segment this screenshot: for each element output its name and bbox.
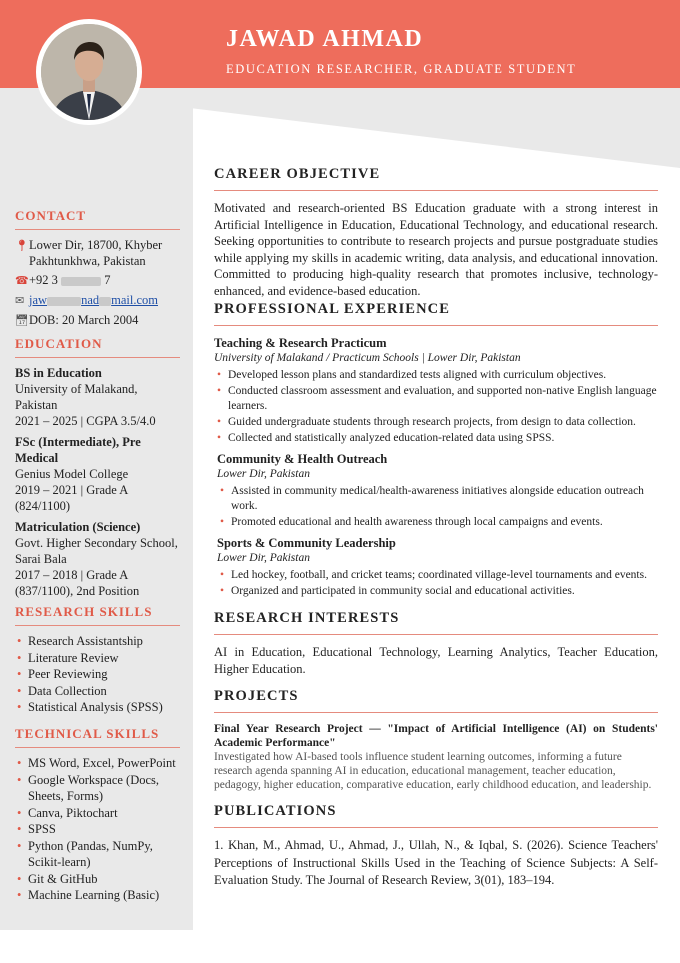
- education-item: [15, 434, 180, 514]
- education-heading: EDUCATION: [15, 336, 180, 358]
- projects-heading: PROJECTS: [214, 688, 658, 713]
- research-skills-heading: RESEARCH SKILLS: [15, 604, 180, 626]
- envelope-icon: ✉: [15, 295, 25, 307]
- list-item: • SPSS: [15, 821, 180, 838]
- education-school: Govt. Higher Secondary School, Sarai Bala: [15, 536, 178, 566]
- list-item: • Led hockey, football, and cricket teams; coordinated village-level tournaments and events.: [217, 568, 658, 583]
- job-title: Teaching & Research Practicum: [214, 336, 387, 350]
- contact-phone: [15, 272, 180, 289]
- experience-item: [214, 535, 658, 599]
- technical-skills-section: [15, 726, 180, 904]
- education-section: [15, 336, 180, 604]
- education-details: 2021 – 2025 | CGPA 3.5/4.0: [15, 414, 156, 428]
- research-interests-heading: RESEARCH INTERESTS: [214, 610, 658, 635]
- candidate-subtitle: EDUCATION RESEARCHER, GRADUATE STUDENT: [226, 62, 577, 76]
- list-item: • Literature Review: [15, 650, 180, 667]
- list-item: • Guided undergraduate students through research projects, from design to data collection.: [214, 415, 658, 430]
- list-item: • Machine Learning (Basic): [15, 887, 180, 904]
- location-pin-icon: 📍︎: [15, 240, 29, 252]
- experience-item: [214, 335, 658, 446]
- contact-section: [15, 208, 180, 332]
- research-interests-text: AI in Education, Educational Technology, Learning Analytics, Teacher Education, Higher Education.: [214, 645, 658, 676]
- job-bullets: [217, 568, 658, 599]
- list-item: • Collected and statistically analyzed education-related data using SPSS.: [214, 431, 658, 446]
- publication-entry: 1. Khan, M., Ahmad, U., Ahmad, J., Ullah, N., & Iqbal, S. (2026). Science Teachers' Perceptions of Instructional Skills Used in the Teaching of Science Subjects: A Self-Evaluation Study. The Journal of Research Review, 3(01), 183–194.: [214, 838, 658, 887]
- experience-heading: PROFESSIONAL EXPERIENCE: [214, 301, 658, 326]
- technical-skills-heading: TECHNICAL SKILLS: [15, 726, 180, 748]
- list-item: • Promoted educational and health awareness through local campaigns and events.: [217, 515, 658, 530]
- job-title: Sports & Community Leadership: [217, 536, 396, 550]
- job-title: Community & Health Outreach: [217, 452, 388, 466]
- contact-heading: CONTACT: [15, 208, 180, 230]
- career-objective-section: [214, 166, 658, 299]
- list-item: • Research Assistantship: [15, 633, 180, 650]
- contact-address: [15, 237, 180, 269]
- education-school: University of Malakand, Pakistan: [15, 382, 138, 412]
- project-title: Final Year Research Project — "Impact of Artificial Intelligence (AI) on Students' Academic Performance": [214, 723, 658, 749]
- research-skills-list: [15, 633, 180, 716]
- experience-section: [214, 301, 658, 604]
- education-degree: Matriculation (Science): [15, 520, 141, 534]
- list-item: • Statistical Analysis (SPSS): [15, 699, 180, 716]
- research-interests-section: [214, 610, 658, 677]
- list-item: • Peer Reviewing: [15, 666, 180, 683]
- list-item: • Google Workspace (Docs, Sheets, Forms): [15, 772, 180, 805]
- education-item: [15, 365, 180, 429]
- job-org: University of Malakand / Practicum Schools | Lower Dir, Pakistan: [214, 352, 521, 364]
- address-text: Lower Dir, 18700, Khyber Pakhtunkhwa, Pakistan: [29, 238, 163, 268]
- job-org: Lower Dir, Pakistan: [217, 468, 310, 480]
- experience-item: [214, 451, 658, 530]
- education-degree: FSc (Intermediate), Pre Medical: [15, 435, 141, 465]
- email-link[interactable]: jaw nad mail.com: [29, 293, 158, 307]
- project-description: Investigated how AI-based tools influence student learning outcomes, informing a future research agenda spanning AI in education, educational management, teacher education, pedagogy, higher education, comparative education, early childhood education, and leadership.: [214, 751, 652, 791]
- career-objective-heading: CAREER OBJECTIVE: [214, 166, 658, 191]
- education-item: [15, 519, 180, 599]
- list-item: • Organized and participated in community social and educational activities.: [217, 584, 658, 599]
- list-item: • MS Word, Excel, PowerPoint: [15, 755, 180, 772]
- education-school: Genius Model College: [15, 467, 129, 481]
- list-item: • Developed lesson plans and standardized tests aligned with curriculum objectives.: [214, 368, 658, 383]
- profile-photo: [41, 24, 137, 120]
- education-degree: BS in Education: [15, 366, 102, 380]
- list-item: • Canva, Piktochart: [15, 805, 180, 822]
- technical-skills-list: [15, 755, 180, 904]
- list-item: • Conducted classroom assessment and evaluation, and supported non-native English language learners.: [214, 384, 658, 414]
- job-bullets: [217, 484, 658, 530]
- list-item: • Git & GitHub: [15, 871, 180, 888]
- career-objective-text: Motivated and research-oriented BS Education graduate with a strong interest in Artificial Intelligence in Education, Educational Technology, and educational research. Seeking opportunities to contribute to research projects and pursue postgraduate studies while applying my skills in academic writing, data analysis, and educational innovation. Committed to producing high-quality research that promotes inclusive, technology-enhanced, and evidence-based education.: [214, 201, 658, 298]
- contact-dob: [15, 312, 180, 329]
- education-details: 2017 – 2018 | Grade A (837/1100), 2nd Position: [15, 568, 140, 598]
- calendar-icon: 📅︎: [15, 315, 29, 327]
- job-bullets: [214, 368, 658, 446]
- dob-text: DOB: 20 March 2004: [29, 313, 139, 327]
- candidate-name: JAWAD AHMAD: [226, 26, 424, 52]
- contact-email[interactable]: [15, 292, 180, 309]
- list-item: • Data Collection: [15, 683, 180, 700]
- phone-text: +92 3 7: [29, 273, 111, 287]
- research-skills-section: [15, 604, 180, 716]
- phone-icon: ☎: [15, 275, 29, 287]
- list-item: • Python (Pandas, NumPy, Scikit-learn): [15, 838, 180, 871]
- job-org: Lower Dir, Pakistan: [217, 552, 310, 564]
- education-details: 2019 – 2021 | Grade A (824/1100): [15, 483, 128, 513]
- projects-section: [214, 688, 658, 792]
- publications-heading: PUBLICATIONS: [214, 803, 658, 828]
- publications-section: [214, 803, 658, 890]
- list-item: • Assisted in community medical/health-awareness initiatives alongside education outreach work.: [217, 484, 658, 514]
